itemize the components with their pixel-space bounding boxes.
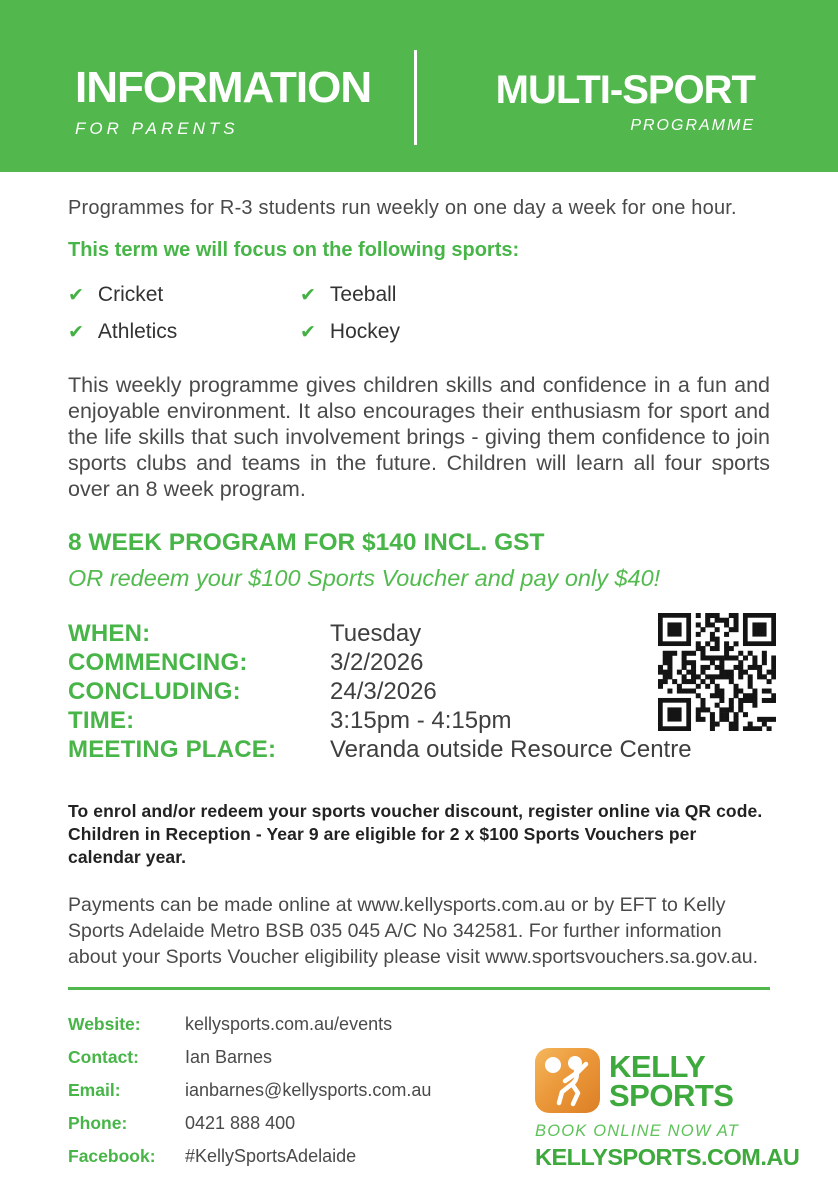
sports-heading: This term we will focus on the following sports: [68,239,520,261]
banner-left-block [0,0,414,172]
kelly-sports-figure-icon [535,1048,600,1113]
voucher-offer-line: OR redeem your $100 Sports Voucher and pay only $40! [68,565,661,591]
contact-label: Phone: [68,1113,128,1133]
schedule-details [68,619,770,764]
qr-code[interactable] [658,613,776,731]
logo-word-kelly: KELLY [609,1048,706,1084]
contact-row-facebook [68,1146,431,1167]
sport-label: Cricket [97,283,164,306]
detail-value: 24/3/2026 [330,678,437,705]
email-link[interactable]: ianbarnes@kellysports.com.au [185,1080,432,1100]
logo-wordmark [609,1048,734,1113]
sport-label: Hockey [329,320,400,343]
contact-list [68,1014,431,1179]
sport-item-teeball [300,283,540,307]
detail-label: WHEN: [68,620,151,647]
detail-row-meeting-place [68,735,770,764]
sports-list [68,283,770,344]
flyer-content [0,197,838,1179]
facebook-hashtag[interactable]: #KellySportsAdelaide [185,1146,357,1166]
contact-row-email [68,1080,431,1101]
footer [68,1014,800,1179]
banner-title-multi-sport: MULTI-SPORT [495,67,755,112]
website-link[interactable]: kellysports.com.au/events [185,1014,393,1034]
sport-label: Teeball [329,283,397,306]
sport-item-hockey [300,320,540,344]
logo-website-url[interactable]: KELLYSPORTS.COM.AU [535,1144,800,1170]
detail-value: Tuesday [330,620,422,647]
banner-right-block [417,0,838,172]
banner-subtitle-for-parents: FOR PARENTS [75,118,239,138]
phone-number: 0421 888 400 [185,1113,296,1133]
payment-note: Payments can be made online at www.kellysports.com.au or by EFT to Kelly Sports Adelaide Metro BSB 035 045 A/C No 342581. For further information about your Sports Voucher eligibility please visit www.sportsvouchers.sa.gov.au. [68,894,759,968]
banner-subtitle-programme: PROGRAMME [630,116,755,134]
logo-top-row [535,1048,770,1113]
price-heading: 8 WEEK PROGRAM FOR $140 INCL. GST [68,529,545,556]
logo-word-sports: SPORTS [609,1077,734,1113]
contact-row-phone [68,1113,431,1134]
contact-person: Ian Barnes [185,1047,273,1067]
green-divider-rule [68,987,770,990]
contact-label: Email: [68,1080,121,1100]
detail-value: 3:15pm - 4:15pm [330,707,512,734]
detail-label: TIME: [68,707,135,734]
detail-value: Veranda outside Resource Centre [330,736,692,763]
detail-label: CONCLUDING: [68,678,241,705]
header-banner [0,0,838,172]
intro-text: Programmes for R-3 students run weekly on one day a week for one hour. [68,197,737,219]
programme-description: This weekly programme gives children skills and confidence in a fun and enjoyable environment. It also encourages their enthusiasm for sport and the life skills that such involvement brings - giving them confidence to join sports clubs and teams in the future. Children will learn all four sports over an 8 week program. [68,373,770,501]
sport-item-athletics [68,320,300,344]
contact-row-website [68,1014,431,1035]
detail-value: 3/2/2026 [330,649,424,676]
detail-label: COMMENCING: [68,649,248,676]
contact-row-contact [68,1047,431,1068]
contact-label: Website: [68,1014,141,1034]
sport-item-cricket [68,283,300,307]
check-icon: ✔ [68,284,84,306]
detail-label: MEETING PLACE: [68,736,277,763]
sport-label: Athletics [97,320,178,343]
check-icon: ✔ [68,321,84,343]
kelly-sports-logo [535,1014,800,1179]
logo-tagline: BOOK ONLINE NOW AT [535,1122,740,1140]
contact-label: Facebook: [68,1146,156,1166]
contact-label: Contact: [68,1047,139,1067]
check-icon: ✔ [300,284,316,306]
banner-title-information: INFORMATION [75,62,372,112]
check-icon: ✔ [300,321,316,343]
enrol-note: To enrol and/or redeem your sports voucher discount, register online via QR code. Children in Reception - Year 9 are eligible for 2 x $100 Sports Vouchers per calendar year. [68,801,763,867]
